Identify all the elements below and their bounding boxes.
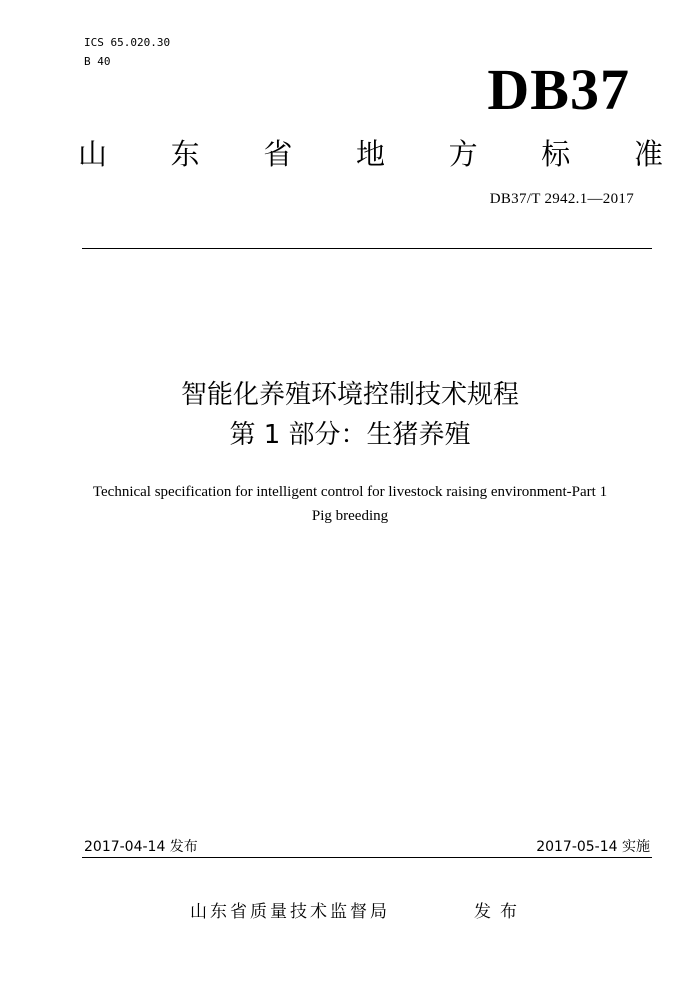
standard-type-title	[78, 136, 663, 172]
footer-divider	[82, 857, 652, 858]
classification-code: B 40	[84, 55, 111, 68]
standard-type-char: 方	[448, 137, 478, 171]
standard-type-char: 山	[78, 137, 108, 171]
standard-type-char: 标	[541, 137, 571, 171]
chinese-subtitle: 第 1 部分：生猪养殖	[229, 420, 471, 450]
implementation-date: 2017-05-14 实施	[536, 839, 650, 855]
publish-label: 发布	[474, 902, 526, 922]
header-divider	[82, 248, 652, 249]
standard-type-char: 东	[170, 137, 200, 171]
standard-type-char: 地	[355, 137, 385, 171]
ics-code: ICS 65.020.30	[84, 36, 171, 49]
db-logo: DB37	[487, 57, 630, 122]
standard-type-char: 省	[263, 137, 293, 171]
issue-date: 2017-04-14 发布	[84, 839, 198, 855]
issuer-name: 山东省质量技术监督局	[190, 902, 390, 922]
english-title: Technical specification for intelligent control for livestock raising environment-Part 1	[92, 484, 608, 500]
english-subtitle: Pig breeding	[311, 508, 389, 524]
standard-number: DB37/T 2942.1—2017	[489, 191, 634, 207]
chinese-title: 智能化养殖环境控制技术规程	[180, 380, 519, 410]
standard-type-char: 准	[633, 137, 663, 171]
